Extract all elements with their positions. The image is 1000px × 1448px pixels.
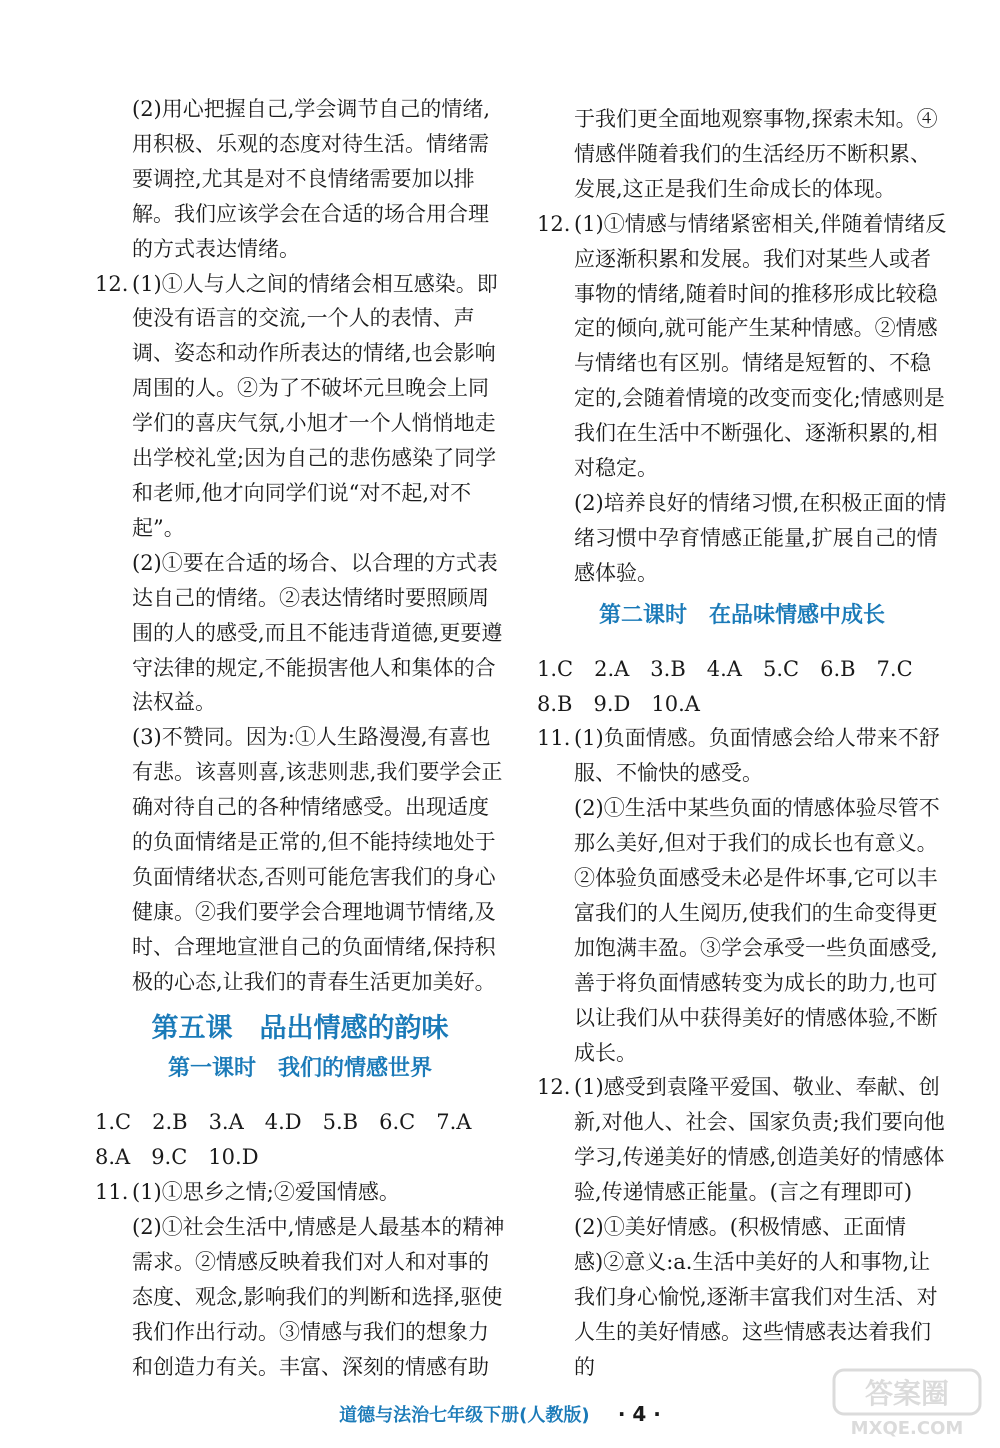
- question-number: 11.: [95, 1180, 129, 1205]
- choice-answers-line-2: 8.B 9.D 10.A: [537, 691, 700, 716]
- watermark-text-1: 答案圈: [864, 1377, 950, 1410]
- question-number: 12.: [537, 211, 571, 236]
- book-title: 道德与法治七年级下册(人教版): [339, 1405, 590, 1426]
- question-answer-part-1: (1)感受到袁隆平爱国、敬业、奉献、创新,对他人、社会、国家负责;我们要向他学习,传递美好的情感,创造美好的情感体验,传递情感正能量。(言之有理即可): [574, 1075, 945, 1205]
- question-answer-part-3: (3)不赞同。因为:①人生路漫漫,有喜也有悲。该喜则喜,该悲则悲,我们要学会正确对待自己的各种情绪感受。出现适度的负面情绪是正常的,但不能持续地处于负面情绪状态,否则可能危害我们的身心健康。②我们要学会合理地调节情绪,及时、合理地宣泄自己的负面情绪,保持积极的心态,让我们的青春生活更加美好。: [132, 725, 503, 994]
- question-answer-part-1: (1)①人与人之间的情绪会相互感染。即使没有语言的交流,一个人的表情、声调、姿态和动作所表达的情绪,也会影响周围的人。②为了不破坏元旦晚会上同学们的喜庆气氛,小旭才一个人悄悄地走出学校礼堂;因为自己的悲伤感染了同学和老师,他才向同学们说“对不起,对不起”。: [132, 271, 498, 540]
- watermark-logo: [832, 1368, 982, 1440]
- question-answer-part-1: (1)负面情感。负面情感会给人带来不舒服、不愉快的感受。: [574, 726, 940, 786]
- question-number: 12.: [95, 271, 129, 296]
- right-column: [537, 102, 947, 1385]
- question-answer-part-2: (2)①要在合适的场合、以合理的方式表达自己的情绪。②表达情绪时要照顾周围的人的感受,而且不能违背道德,更要遵守法律的规定,不能损害他人和集体的合法权益。: [132, 550, 503, 715]
- choice-answers-line-2: 8.A 9.C 10.D: [95, 1145, 259, 1170]
- question-number: 11.: [537, 726, 571, 751]
- choice-answers-line-1: 1.C 2.A 3.B 4.A 5.C 6.B 7.C: [537, 656, 913, 681]
- lesson-title: 第五课 品出情感的韵味: [151, 1012, 449, 1044]
- question-number: 12.: [537, 1075, 571, 1100]
- question-answer-part-2: (2)①美好情感。(积极情感、正面情感)②意义:a.生活中美好的人和事物,让我们身心愉悦,逐渐丰富我们对生活、对人生的美好情感。这些情感表达着我们的: [574, 1215, 938, 1379]
- question-answer-part-1: (1)①思乡之情;②爱国情感。: [132, 1180, 400, 1205]
- left-paragraph-1: (2)用心把握自己,学会调节自己的情绪,用积极、乐观的态度对待生活。情绪需要调控,尤其是对不良情绪需要加以排解。我们应该学会在合适的场合用合理的方式表达情绪。: [132, 97, 491, 261]
- question-answer-part-2: (2)培养良好的情绪习惯,在积极正面的情绪习惯中孕育情感正能量,扩展自己的情感体验。: [574, 490, 947, 585]
- question-answer-part-2: (2)①社会生活中,情感是人最基本的精神需求。②情感反映着我们对人和对事的态度、观念,影响我们的判断和选择,驱使我们作出行动。③情感与我们的想象力和创造力有关。丰富、深刻的情感有助: [132, 1215, 505, 1379]
- watermark-text-2: MXQE.COM: [850, 1418, 964, 1439]
- right-question-12b: [537, 1070, 947, 1210]
- left-question-11: [95, 1175, 505, 1210]
- page-number: · 4 ·: [617, 1402, 661, 1426]
- left-question-12: [95, 267, 505, 546]
- section-title: 第一课时 我们的情感世界: [167, 1056, 432, 1082]
- right-paragraph-1: 于我们更全面地观察事物,探索未知。④情感伴随着我们的生活经历不断积累、发展,这正是我们生命成长的体现。: [574, 107, 938, 201]
- question-answer-part-1: (1)①情感与情绪紧密相关,伴随着情绪反应逐渐积累和发展。我们对某些人或者事物的情绪,随着时间的推移形成比较稳定的倾向,就可能产生某种情感。②情感与情绪也有区别。情绪是短暂的、不稳定的,会随着情境的改变而变化;情感则是我们在生活中不断强化、逐渐积累的,相对稳定。: [574, 211, 947, 481]
- question-answer-part-2: (2)①生活中某些负面的情感体验尽管不那么美好,但对于我们的成长也有意义。②体验负面感受未必是件坏事,它可以丰富我们的人生阅历,使我们的生命变得更加饱满丰盈。③学会承受一些负面感受,善于将负面情感转变为成长的助力,也可以让我们从中获得美好的情感体验,不断成长。: [574, 796, 940, 1065]
- right-question-11: [537, 721, 947, 791]
- choice-answers-line-1: 1.C 2.B 3.A 4.D 5.B 6.C 7.A: [95, 1110, 472, 1135]
- right-question-12: [537, 207, 947, 486]
- left-column: [95, 92, 505, 1385]
- section-title: 第二课时 在品味情感中成长: [598, 602, 885, 628]
